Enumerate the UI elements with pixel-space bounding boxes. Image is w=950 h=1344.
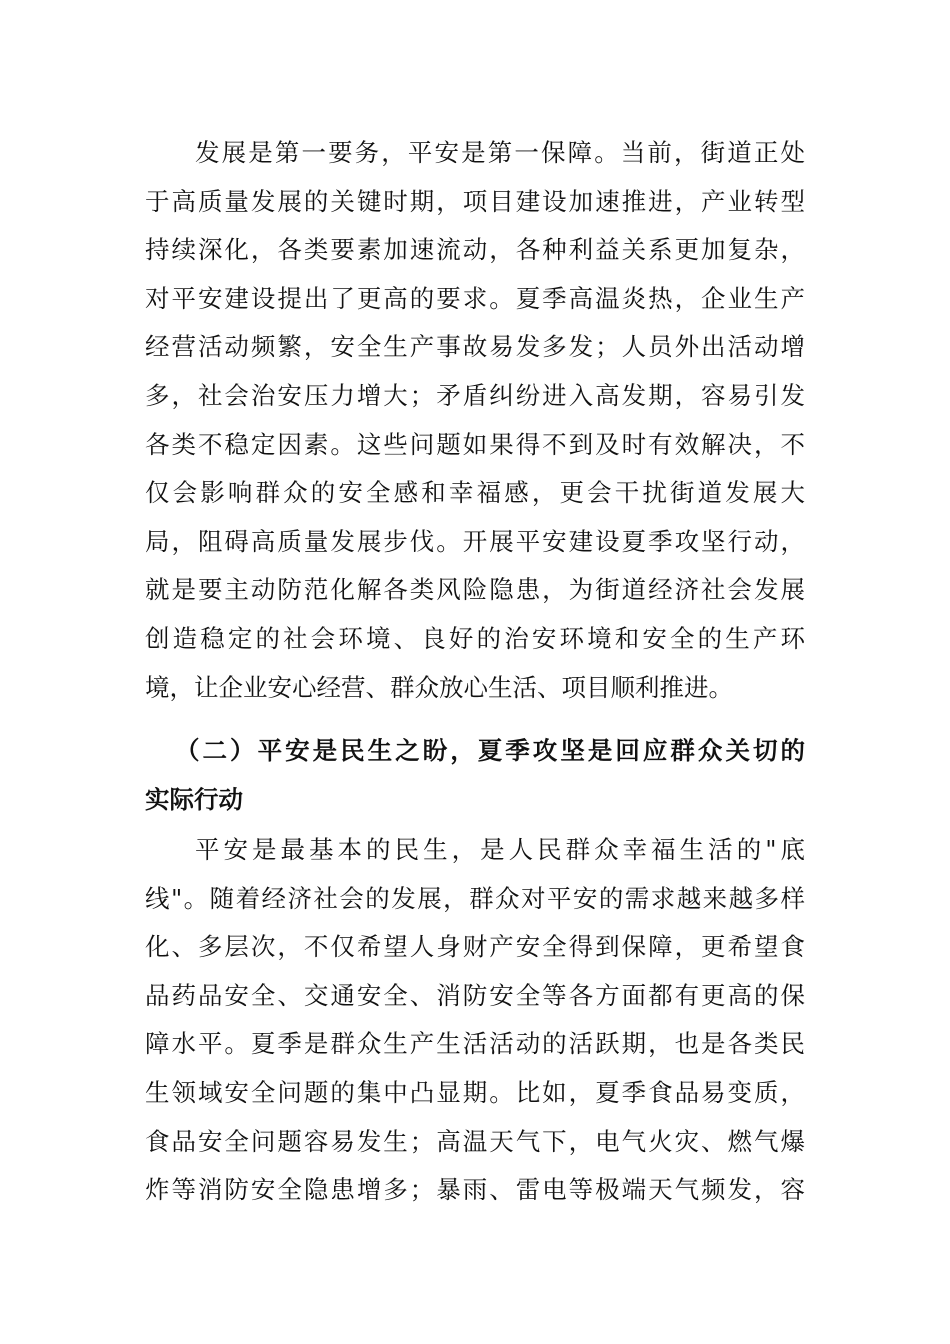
paragraph-line: 各类不稳定因素。这些问题如果得不到及时有效解决，不 [145,429,805,459]
paragraph-line: 线"。随着经济社会的发展，群众对平安的需求越来越多样 [145,883,805,913]
heading-line: 实际行动 [145,784,243,814]
paragraph-line: 炸等消防安全隐患增多；暴雨、雷电等极端天气频发，容 [145,1175,805,1205]
paragraph-line: 化、多层次，不仅希望人身财产安全得到保障，更希望食 [145,932,805,962]
paragraph-line: 经营活动频繁，安全生产事故易发多发；人员外出活动增 [145,332,805,362]
paragraph-line: 持续深化，各类要素加速流动，各种利益关系更加复杂， [145,235,805,265]
paragraph-line: 生领域安全问题的集中凸显期。比如，夏季食品易变质， [145,1077,805,1107]
paragraph-line: 发展是第一要务，平安是第一保障。当前，街道正处 [195,138,805,167]
paragraph-line: 障水平。夏季是群众生产生活活动的活跃期，也是各类民 [145,1029,805,1059]
paragraph-line: 就是要主动防范化解各类风险隐患，为街道经济社会发展 [145,575,805,605]
paragraph-2 [145,826,805,1215]
paragraph-line: 局，阻碍高质量发展步伐。开展平安建设夏季攻坚行动， [145,526,805,556]
paragraph-line: 平安是最基本的民生，是人民群众幸福生活的"底 [195,835,805,864]
paragraph-line: 食品安全问题容易发生；高温天气下，电气火灾、燃气爆 [145,1126,805,1156]
paragraph-line: 品药品安全、交通安全、消防安全等各方面都有更高的保 [145,980,805,1010]
heading-line: （二）平安是民生之盼，夏季攻坚是回应群众关切的 [175,736,805,765]
paragraph-line: 创造稳定的社会环境、良好的治安环境和安全的生产环 [145,623,805,653]
paragraph-line: 对平安建设提出了更高的要求。夏季高温炎热，企业生产 [145,283,805,313]
paragraph-line: 仅会影响群众的安全感和幸福感，更会干扰街道发展大 [145,478,805,508]
paragraph-line: 于高质量发展的关键时期，项目建设加速推进，产业转型 [145,186,805,216]
section-heading [145,727,805,824]
paragraph-line: 多，社会治安压力增大；矛盾纠纷进入高发期，容易引发 [145,380,805,410]
paragraph-1 [145,129,805,712]
paragraph-line: 境，让企业安心经营、群众放心生活、项目顺利推进。 [145,672,733,702]
